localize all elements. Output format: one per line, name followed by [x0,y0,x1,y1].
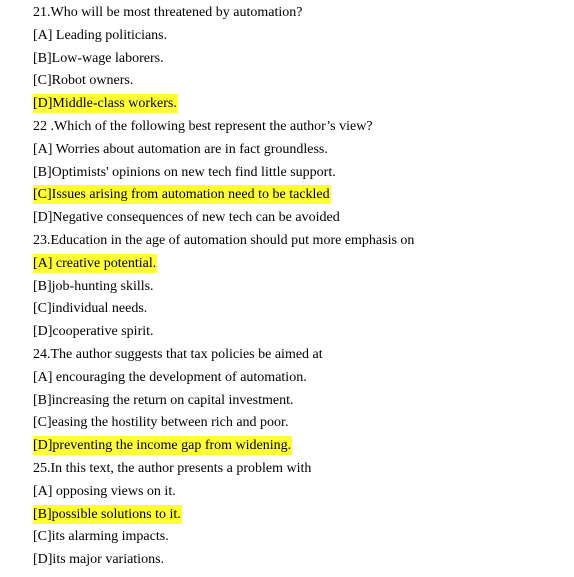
question-23-option-c: [C]individual needs. [33,301,148,317]
question-23-option-b: [B]job-hunting skills. [33,278,154,294]
question-21-stem: 21.Who will be most threatened by automation? [33,5,303,20]
question-22-option-a: [A] Worries about automation are in fact groundless. [33,141,328,157]
question-23-option-a-highlighted: [A] creative potential. [33,255,157,271]
question-24-option-a: [A] encouraging the development of automation. [33,369,307,385]
question-24-option-d-highlighted: [D]preventing the income gap from widening. [33,438,292,454]
question-22-option-c-highlighted: [C]Issues arising from automation need to be tackled [33,187,330,203]
question-21-option-a: [A] Leading politicians. [33,27,168,43]
question-24-option-b: [B]increasing the return on capital investment. [33,392,294,408]
question-21-option-c: [C]Robot owners. [33,73,134,89]
question-23-option-d: [D]cooperative spirit. [33,324,154,340]
question-25-option-d: [D]its major variations. [33,552,165,568]
question-22-option-b: [B]Optimists' opinions on new tech find little support. [33,164,336,180]
question-25-stem: 25.In this text, the author presents a problem with [33,460,312,476]
question-22-option-d: [D]Negative consequences of new tech can be avoided [33,210,340,226]
question-22-stem: 22 .Which of the following best represent the author’s view? [33,118,373,134]
question-21-option-b: [B]Low-wage laborers. [33,50,164,66]
question-21-option-d-highlighted: [D]Middle-class workers. [33,96,177,112]
question-25-option-b-highlighted: [B]possible solutions to it. [33,506,181,522]
question-24-option-c: [C]easing the hostility between rich and poor. [33,415,289,431]
question-25-option-c: [C]its alarming impacts. [33,529,169,545]
question-24-stem: 24.The author suggests that tax policies be aimed at [33,346,323,362]
question-23-stem: 23.Education in the age of automation should put more emphasis on [33,232,415,248]
question-25-option-a: [A] opposing views on it. [33,483,176,499]
